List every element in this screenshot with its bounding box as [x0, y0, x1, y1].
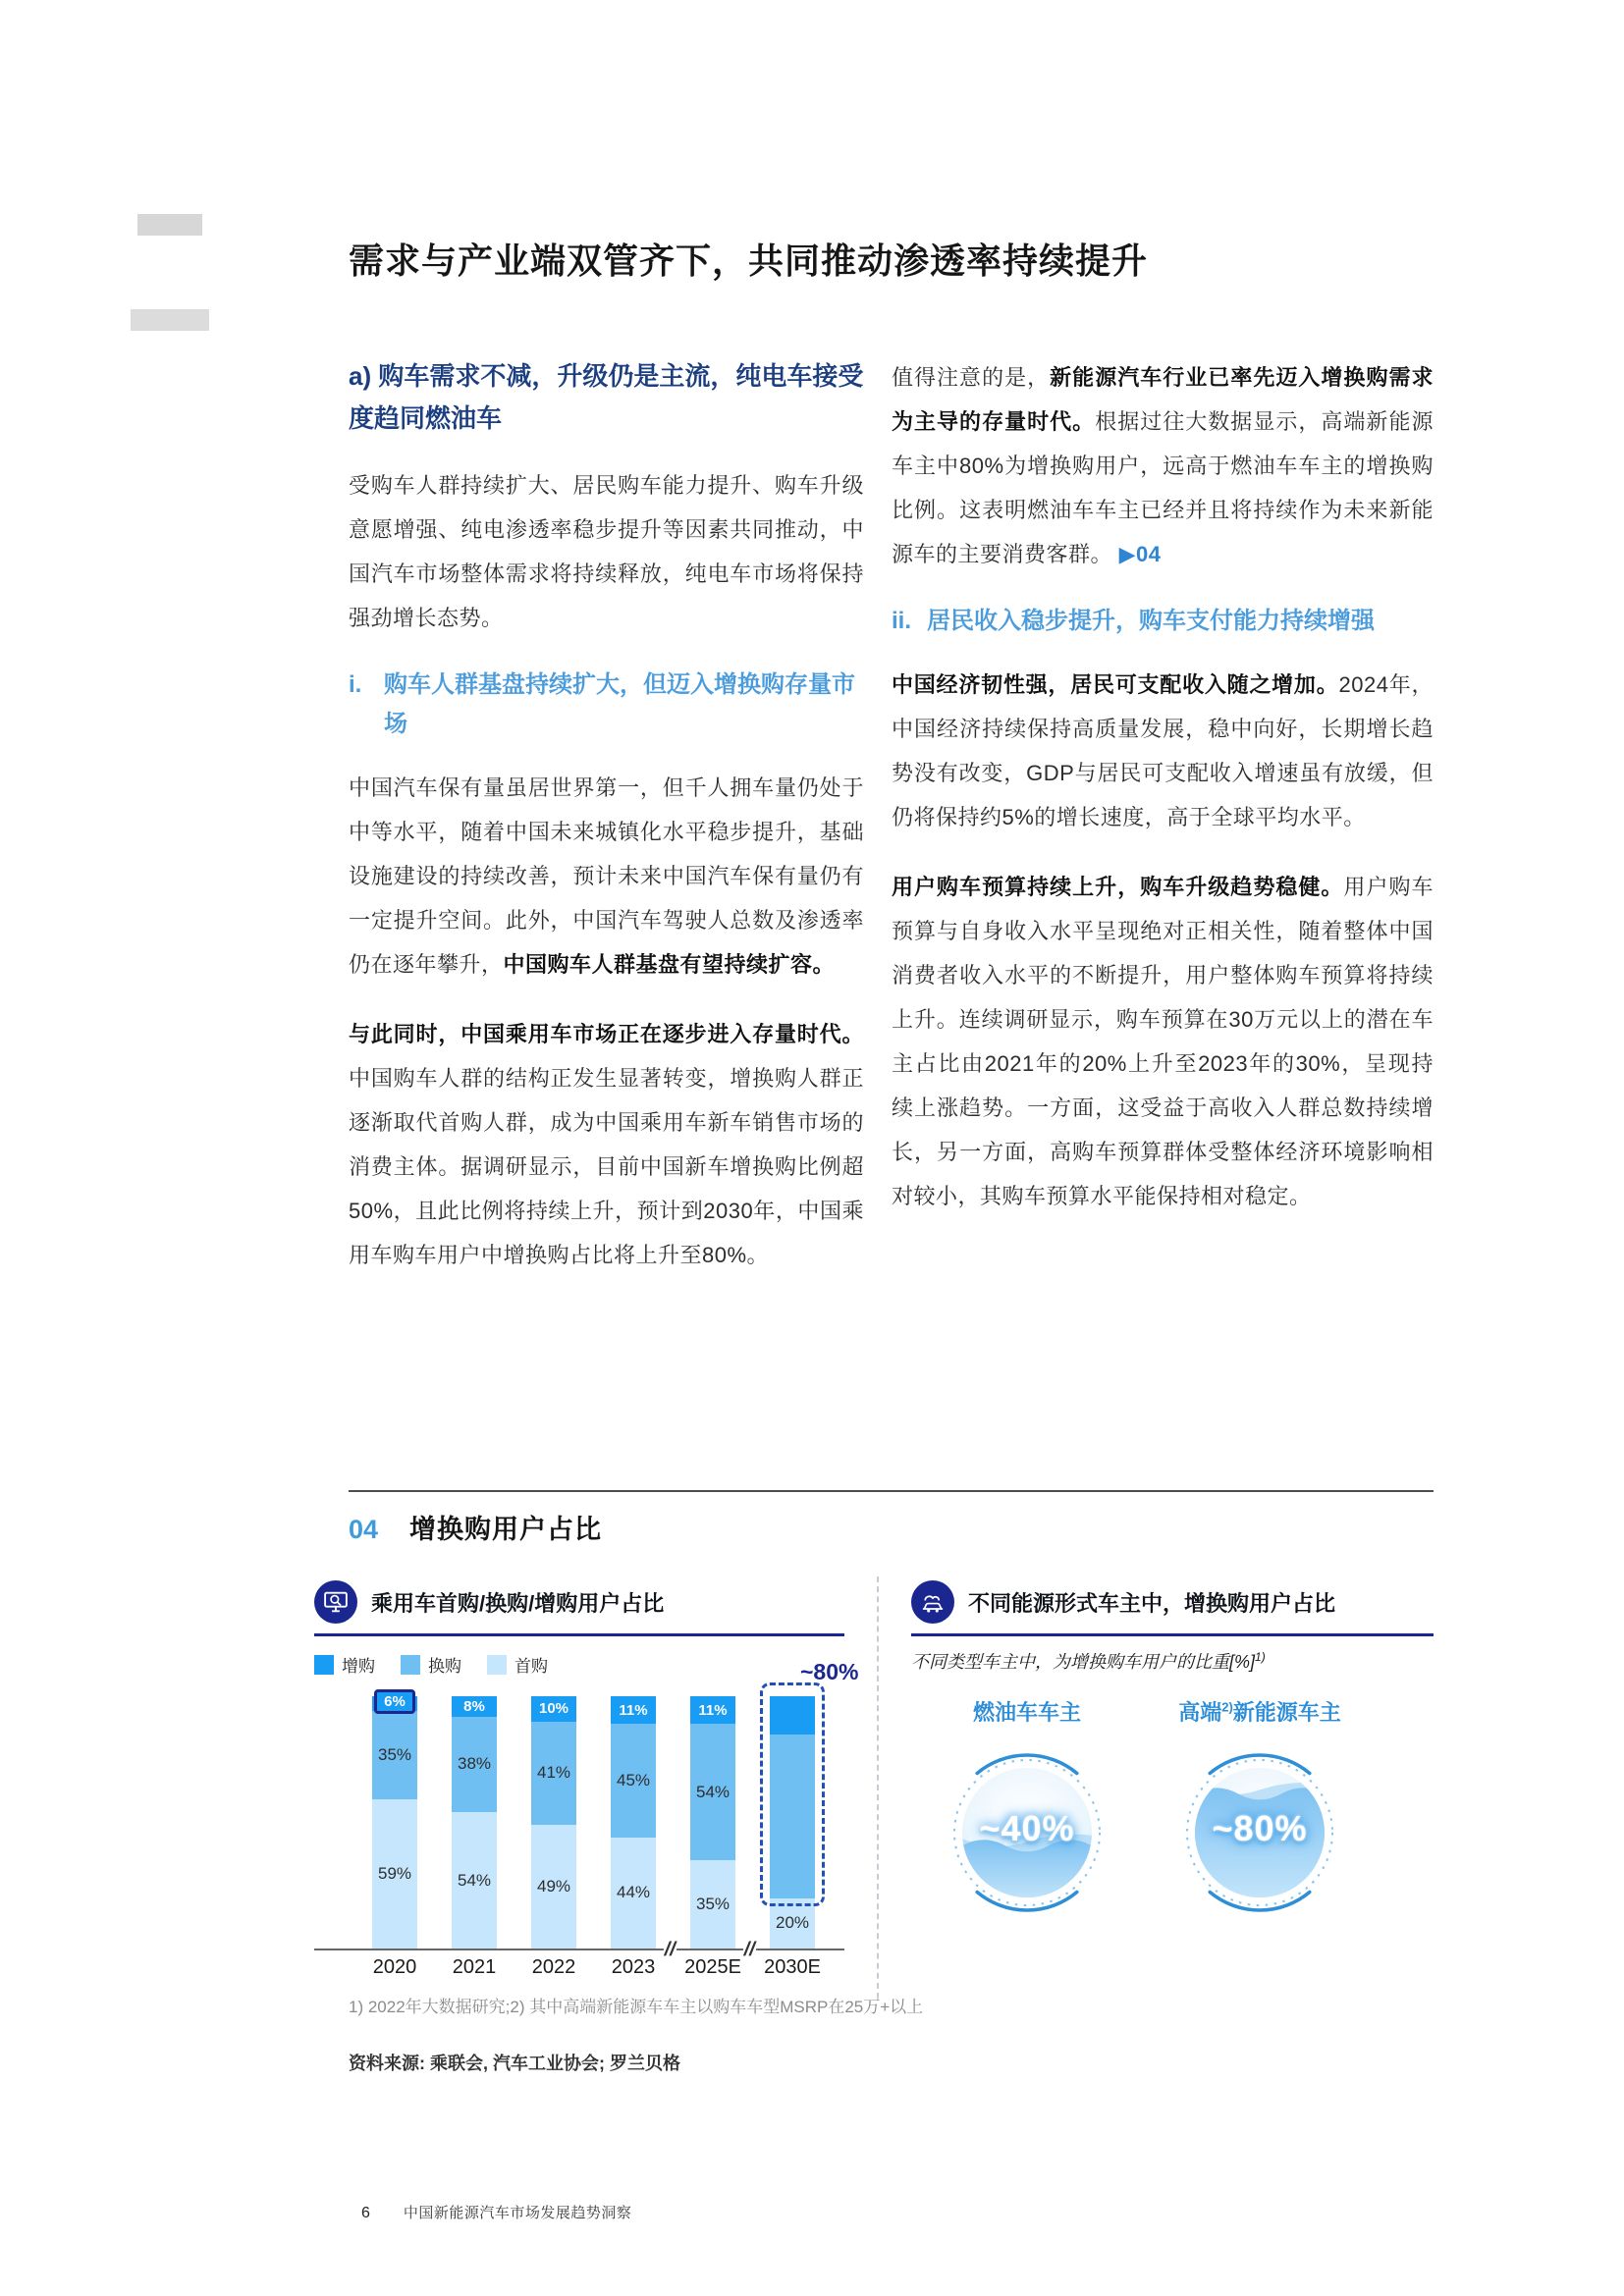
segment-zeng: [372, 1693, 417, 1711]
year-label: 2021: [452, 1956, 497, 1978]
exhibit-divider-rule: [349, 1490, 1434, 1492]
segment-huan: [531, 1722, 576, 1825]
year-label: 2022: [531, 1956, 576, 1978]
decorative-gray-bar: [137, 214, 202, 236]
year-label: 2020: [372, 1956, 417, 1978]
monitor-search-icon: [314, 1580, 357, 1624]
text-run: 值得注意的是，: [892, 365, 1051, 390]
page-number: 6: [361, 2205, 370, 2221]
text-run: 中国购车人群基盘有望持续扩容。: [503, 952, 836, 977]
legend-swatch: [314, 1655, 334, 1675]
axis-break-icon: //: [741, 1939, 758, 1960]
exhibit-04: [314, 1490, 1434, 2148]
paragraph: [892, 355, 1434, 576]
segment-huan: [452, 1717, 497, 1813]
subsection-title: 购车人群基盘持续扩大，但迈入增换购存量市场: [384, 671, 855, 737]
bar-2021: [452, 1696, 497, 1949]
segment-shou: [690, 1860, 735, 1949]
chart-title: 不同能源形式车主中，增换购用户占比: [968, 1590, 1336, 1616]
segment-shou: [531, 1825, 576, 1949]
segment-label: 59%: [377, 1864, 412, 1884]
segment-label: 11%: [698, 1701, 728, 1719]
legend-item: [314, 1652, 375, 1677]
section-a-heading: a) 购车需求不减，升级仍是主流，纯电车接受度趋同燃油车: [349, 361, 864, 433]
segment-shou: [452, 1812, 497, 1949]
page-title: 需求与产业端双管齐下，共同推动渗透率持续提升: [349, 240, 1149, 282]
paragraph: [349, 463, 864, 640]
year-label: 2025E: [684, 1956, 741, 1978]
segment-label: 41%: [536, 1763, 571, 1783]
bar-2023: [611, 1696, 656, 1949]
panel-header: [911, 1580, 1434, 1636]
text-run: 中国购车人群的结构正发生显著转变，增换购人群正逐渐取代首购人群，成为中国乘用车新车销售市场的消费主体。据调研显示，目前中国新车增换购比例超50%，且此比例将持续上升，预计到2030年，中国乘用车购车用户中增换购占比将上升至80%。: [349, 1066, 864, 1267]
chart-subtitle-text: 不同类型车主中，为增换购车用户的比重[%]: [911, 1652, 1256, 1672]
segment-zeng: [611, 1696, 656, 1724]
footnote-marker: 2): [1221, 1699, 1233, 1715]
segment-label: 45%: [616, 1771, 651, 1790]
page-footer: [361, 2202, 631, 2222]
panel-header: [314, 1580, 844, 1636]
subsection-title: 居民收入稳步提升，购车支付能力持续增强: [927, 608, 1375, 634]
segment-label: 20%: [775, 1913, 810, 1933]
year-label: 2030E: [764, 1956, 821, 1978]
exhibit-title: 增换购用户占比: [409, 1515, 603, 1544]
segment-label: 54%: [457, 1870, 492, 1890]
segment-huan: [372, 1711, 417, 1799]
text-run: 根据过往大数据显示，高端新能源车主中80%为增换购用户，远高于燃油车车主的增换购比例。这表明燃油车车主已经并且将持续作为未来新能源车的主要消费客群。: [892, 409, 1434, 566]
stacked-bar-panel: [314, 1580, 859, 1978]
segment-huan: [611, 1724, 656, 1838]
segment-zeng: [452, 1696, 497, 1717]
panel-divider-dashed: [877, 1576, 879, 1999]
segment-label: 6%: [374, 1689, 415, 1714]
exhibit-heading: [349, 1508, 602, 1546]
segment-label: 8%: [463, 1697, 485, 1715]
chart-legend: [314, 1652, 844, 1677]
legend-item: [401, 1652, 461, 1677]
decorative-gray-bar: [131, 309, 209, 331]
text-run: 受购车人群持续扩大、居民购车能力提升、购车升级意愿增强、纯电渗透率稳步提升等因素共同推动，中国汽车市场整体需求将持续释放，纯电车市场将保持强劲增长态势。: [349, 473, 864, 630]
axis-break-icon: //: [662, 1939, 678, 1960]
gauge-value: ~40%: [979, 1808, 1075, 1848]
segment-huan: [690, 1724, 735, 1860]
paragraph: [892, 865, 1434, 1218]
nev-owner-gauge: [1176, 1749, 1343, 1916]
chart-title: 乘用车首购/换购/增购用户占比: [371, 1590, 665, 1616]
text-run: 中国经济韧性强，居民可支配收入随之增加。: [892, 672, 1339, 697]
paragraph: [349, 1012, 864, 1277]
exhibit-footnote: 1) 2022年大数据研究;2) 其中高端新能源车车主以购车车型MSRP在25万+以上: [349, 1998, 924, 2016]
legend-label: 首购: [514, 1657, 548, 1676]
right-column: [892, 355, 1434, 1303]
gauge-label-nev: [1132, 1696, 1387, 1727]
fuel-owner-gauge: [944, 1749, 1110, 1916]
subsection-ii-heading: [892, 602, 1434, 641]
legend-label: 增购: [342, 1657, 375, 1676]
paragraph: [349, 766, 864, 987]
subsection-number: i.: [349, 671, 362, 698]
gauge-label-text: 高端: [1178, 1700, 1222, 1725]
footer-doc-title: 中国新能源汽车市场发展趋势洞察: [403, 2205, 632, 2221]
gauge-label-fuel: [899, 1696, 1155, 1727]
subsection-i-heading: [349, 666, 864, 744]
chart-subtitle: [911, 1648, 1434, 1674]
year-label: 2023: [611, 1956, 656, 1978]
highlight-label: ~80%: [800, 1659, 859, 1684]
text-run: 用户购车预算与自身收入水平呈现绝对正相关性，随着整体中国消费者收入水平的不断提升，用户整体购车预算将持续上升。连续调研显示，购车预算在30万元以上的潜在车主占比由2021年的20%上升至2023年的30%，呈现持续上涨趋势。一方面，这受益于高收入人群总数持续增长，另一方面，高购车预算群体受整体经济环境影响相对较小，其购车预算水平能保持相对稳定。: [892, 875, 1434, 1208]
bar-2020: [372, 1693, 417, 1949]
text-run: 新能源汽车行业已率先迈入增换购需求为主导的存量时代。: [892, 365, 1434, 434]
exhibit-04-ref-link[interactable]: ▶04: [1112, 542, 1162, 566]
segment-label: 44%: [616, 1883, 651, 1902]
legend-item: [487, 1652, 548, 1677]
segment-label: 35%: [695, 1895, 731, 1914]
gauge-panel: [911, 1580, 1434, 1848]
segment-label: 35%: [377, 1745, 412, 1765]
text-run: 2024年，中国经济持续保持高质量发展，稳中向好，长期增长趋势没有改变，GDP与居民可支配收入增速虽有放缓，但仍将保持约5%的增长速度，高于全球平均水平。: [892, 672, 1434, 829]
left-column: [349, 355, 864, 1303]
gauge-label-text: 新能源车主: [1232, 1700, 1341, 1725]
segment-zeng: [690, 1696, 735, 1724]
car-cloud-icon: [911, 1580, 954, 1624]
text-run: 与此同时，中国乘用车市场正在逐步进入存量时代。: [349, 1022, 864, 1046]
segment-shou: [372, 1799, 417, 1949]
exhibit-source: 资料来源: 乘联会, 汽车工业协会; 罗兰贝格: [349, 2054, 680, 2073]
gauge-label-text: 燃油车车主: [972, 1700, 1081, 1725]
segment-label: 10%: [538, 1700, 569, 1718]
subsection-number: ii.: [892, 608, 912, 634]
segment-label: 49%: [536, 1877, 571, 1896]
segment-label: 11%: [619, 1701, 648, 1719]
legend-swatch: [401, 1655, 420, 1675]
body-columns: [349, 355, 1434, 1303]
footnote-marker: 1): [1255, 1650, 1266, 1664]
highlight-box: [760, 1682, 825, 1906]
segment-label: 38%: [457, 1754, 492, 1774]
exhibit-number: 04: [349, 1515, 379, 1544]
segment-shou: [611, 1838, 656, 1949]
paragraph: [892, 663, 1434, 839]
segment-zeng: [531, 1696, 576, 1722]
gauge-value: ~80%: [1212, 1808, 1308, 1848]
legend-swatch: [487, 1655, 507, 1675]
text-run: 中国汽车保有量虽居世界第一，但千人拥车量仍处于中等水平，随着中国未来城镇化水平稳步提升，基础设施建设的持续改善，预计未来中国汽车保有量仍有一定提升空间。此外，中国汽车驾驶人总数及渗透率仍在逐年攀升，: [349, 775, 864, 977]
bar-2022: [531, 1696, 576, 1949]
legend-label: 换购: [428, 1657, 461, 1676]
bar-2025E: [690, 1696, 735, 1949]
text-run: 用户购车预算持续上升，购车升级趋势稳健。: [892, 875, 1344, 899]
segment-label: 54%: [695, 1782, 731, 1801]
